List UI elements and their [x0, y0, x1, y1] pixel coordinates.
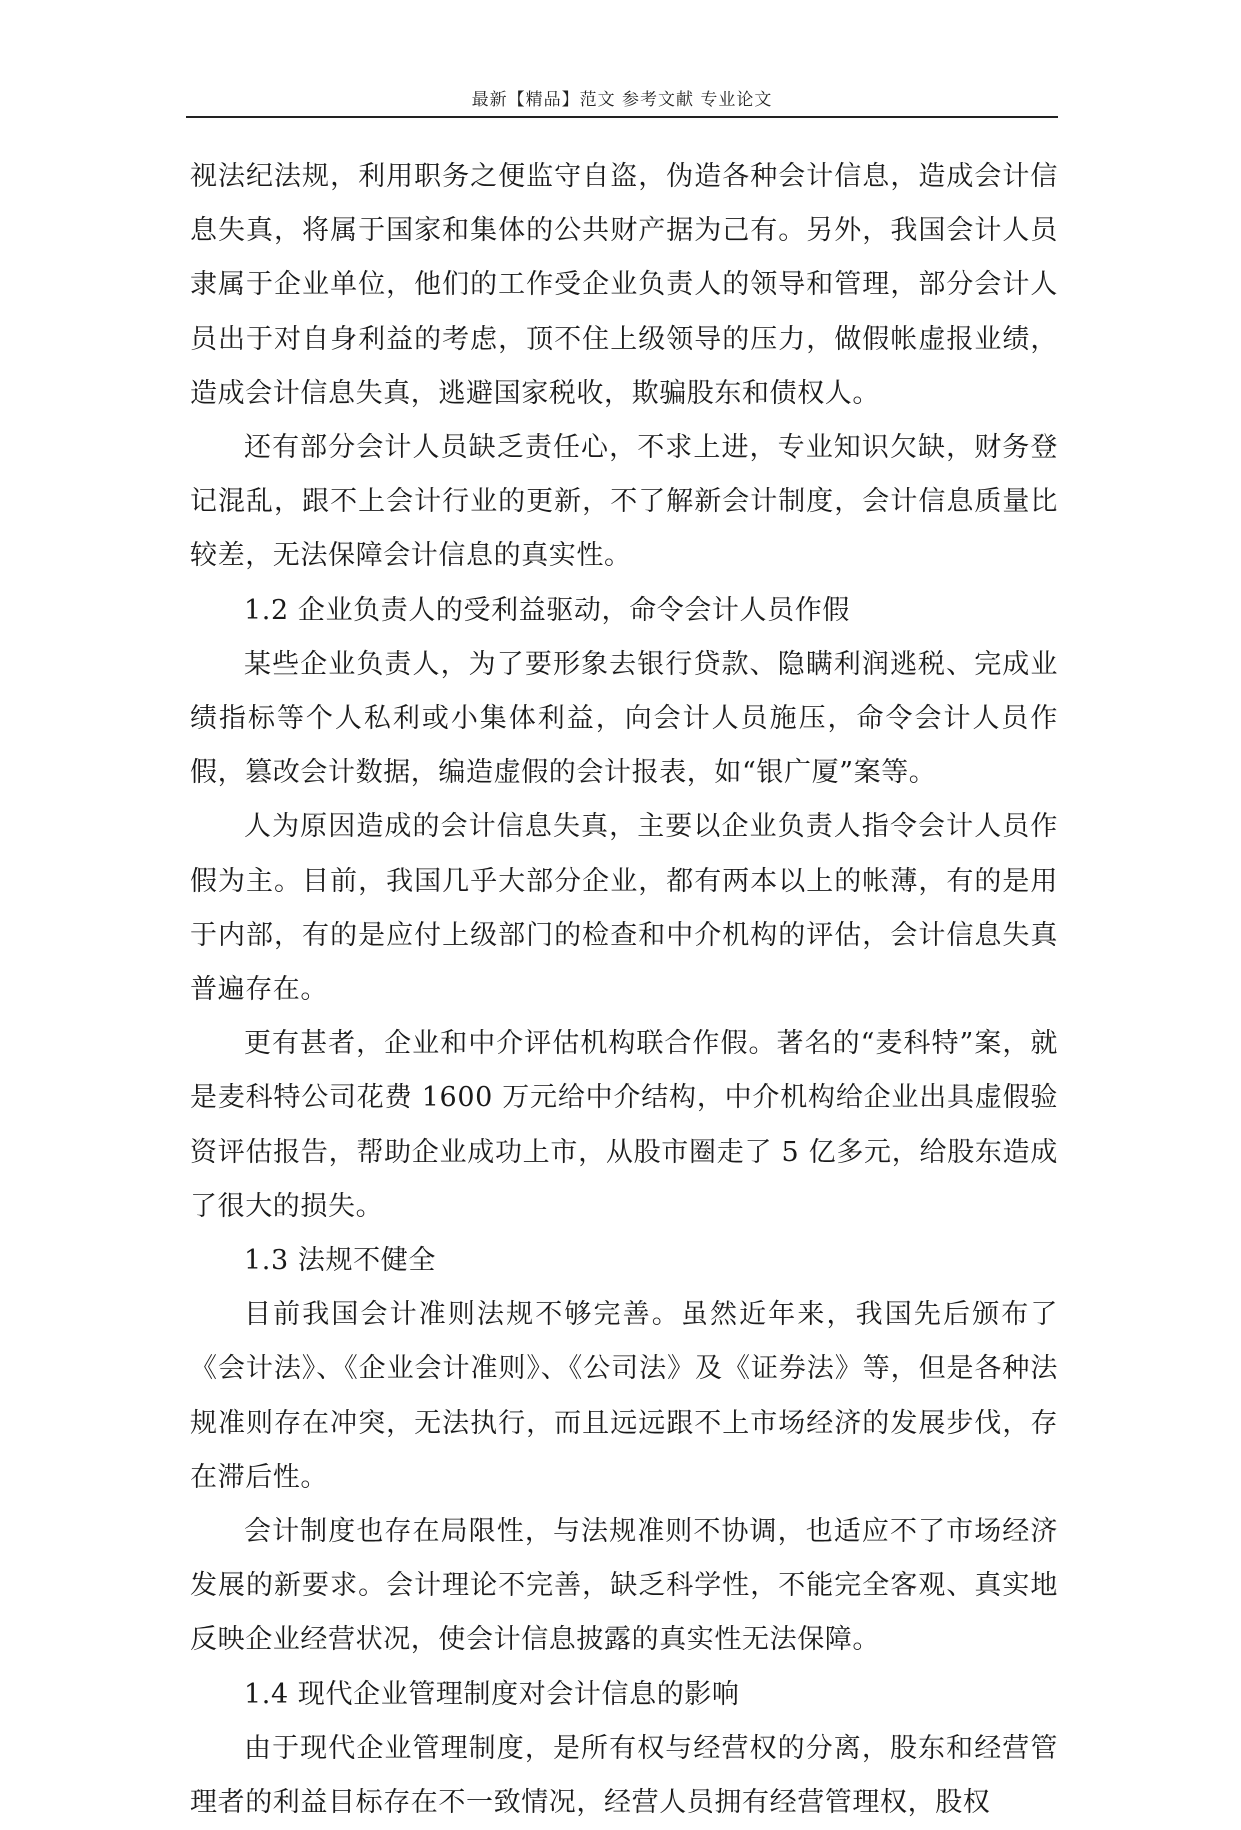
- paragraph: 更有甚者，企业和中介评估机构联合作假。著名的“麦科特”案，就是麦科特公司花费 1600 万元给中介结构，中介机构给企业出具虚假验资评估报告，帮助企业成功上市，从股市圈走了 5 亿多元，给股东造成了很大的损失。: [190, 1028, 1058, 1222]
- paragraph: 某些企业负责人，为了要形象去银行贷款、隐瞒利润逃税、完成业绩指标等个人私利或小集体利益，向会计人员施压，命令会计人员作假，篡改会计数据，编造虚假的会计报表，如“银广厦”案等。: [190, 648, 1058, 789]
- section-heading: 1.4 现代企业管理制度对会计信息的影响: [244, 1678, 740, 1710]
- paragraph: 还有部分会计人员缺乏责任心，不求上进，专业知识欠缺，财务登记混乱，跟不上会计行业的更新，不了解新会计制度，会计信息质量比较差，无法保障会计信息的真实性。: [190, 432, 1058, 572]
- document-body: [190, 150, 1058, 1830]
- section-heading: 1.3 法规不健全: [244, 1245, 436, 1277]
- paragraph: 人为原因造成的会计信息失真，主要以企业负责人指令会计人员作假为主。目前，我国几乎大部分企业，都有两本以上的帐薄，有的是用于内部，有的是应付上级部门的检查和中介机构的评估，会计信息失真普遍存在。: [190, 811, 1058, 1006]
- paragraph: 目前我国会计准则法规不够完善。虽然近年来，我国先后颁布了《会计法》、《企业会计准则》、《公司法》及《证券法》等，但是各种法规准则存在冲突，无法执行，而且远远跟不上市场经济的发展步伐，存在滞后性。: [190, 1299, 1058, 1493]
- section-heading: 1.2 企业负责人的受利益驱动，命令会计人员作假: [244, 594, 850, 626]
- paragraph: 会计制度也存在局限性，与法规准则不协调，也适应不了市场经济发展的新要求。会计理论不完善，缺乏科学性，不能完全客观、真实地反映企业经营状况，使会计信息披露的真实性无法保障。: [190, 1516, 1058, 1656]
- page-header: 最新【精品】范文 参考文献 专业论文: [471, 90, 773, 110]
- header-divider: [186, 116, 1058, 118]
- paragraph: 由于现代企业管理制度，是所有权与经营权的分离，股东和经营管理者的利益目标存在不一致情况，经营人员拥有经营管理权，股权: [190, 1732, 1058, 1819]
- paragraph: 视法纪法规，利用职务之便监守自盗，伪造各种会计信息，造成会计信息失真，将属于国家和集体的公共财产据为己有。另外，我国会计人员隶属于企业单位，他们的工作受企业负责人的领导和管理，部分会计人员出于对自身利益的考虑，顶不住上级领导的压力，做假帐虚报业绩，造成会计信息失真，逃避国家税收，欺骗股东和债权人。: [190, 161, 1058, 409]
